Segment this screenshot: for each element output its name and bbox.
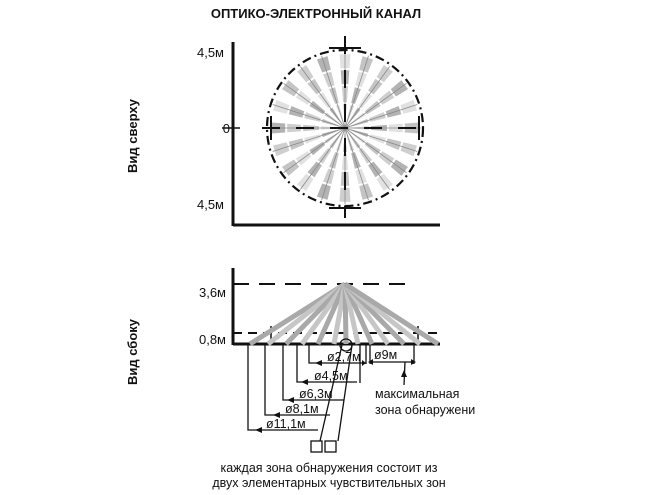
detection-zone-segment <box>273 142 289 156</box>
diameter-9: ø9м <box>374 348 398 362</box>
detection-zone-segment <box>401 100 417 114</box>
side-view-tick-floor: 0,8м <box>198 332 226 347</box>
detection-zone-segment <box>355 72 367 88</box>
detection-zone-segment <box>386 106 402 118</box>
detection-zone-segment <box>369 134 386 144</box>
max-zone-note-line1: максимальная <box>375 387 460 401</box>
detection-zone-segment <box>304 134 321 144</box>
detection-zone-segment <box>323 72 335 88</box>
detection-zone-segment <box>304 112 321 122</box>
footnote-line2: двух элементарных чувствительных зон <box>212 476 446 490</box>
detection-zone-segment <box>289 138 305 150</box>
side-view-label: Вид сбоку <box>125 318 140 386</box>
diameter-4-5: ø4,5м <box>314 369 348 383</box>
detection-zone-segment <box>359 184 373 200</box>
diameter-2-7: ø2,7м <box>327 350 361 364</box>
detection-zone-segment <box>289 106 305 118</box>
detection-zone-segment <box>369 112 386 122</box>
detection-zone-segment <box>351 87 361 104</box>
diameter-6-3: ø6,3м <box>299 387 333 401</box>
sensor-element-1 <box>311 441 322 452</box>
max-zone-note-line2: зона обнаружени <box>375 403 476 417</box>
detection-zone-segment <box>351 152 361 169</box>
top-view-tick-top: 4,5м <box>196 45 224 60</box>
detection-zone-segment <box>355 169 367 185</box>
detection-zone-segment <box>401 142 417 156</box>
detection-zone-segment <box>329 87 339 104</box>
detection-zone-segment <box>329 152 339 169</box>
detection-zone-segment <box>359 56 373 72</box>
side-beam-fan <box>250 284 438 344</box>
detection-zone-segment <box>323 169 335 185</box>
top-view-tick-bottom: 4,5м <box>196 197 224 212</box>
detection-zone-segment <box>386 138 402 150</box>
top-view <box>125 36 440 226</box>
sensor-element-2 <box>325 441 336 452</box>
side-view <box>125 268 475 452</box>
detection-zone-segment <box>317 56 331 72</box>
footnote-line1: каждая зона обнаружения состоит из <box>220 461 438 475</box>
side-view-tick-mount: 3,6м <box>198 285 226 300</box>
detection-zone-segment <box>273 100 289 114</box>
top-view-label: Вид сверху <box>125 99 140 173</box>
top-view-tick-zero: 0 <box>222 121 230 136</box>
diagram-title: ОПТИКО-ЭЛЕКТРОННЫЙ КАНАЛ <box>210 6 422 21</box>
detection-zone-segment <box>317 184 331 200</box>
diameter-8-1: ø8,1м <box>285 402 319 416</box>
diameter-11-1: ø11,1м <box>266 417 306 431</box>
